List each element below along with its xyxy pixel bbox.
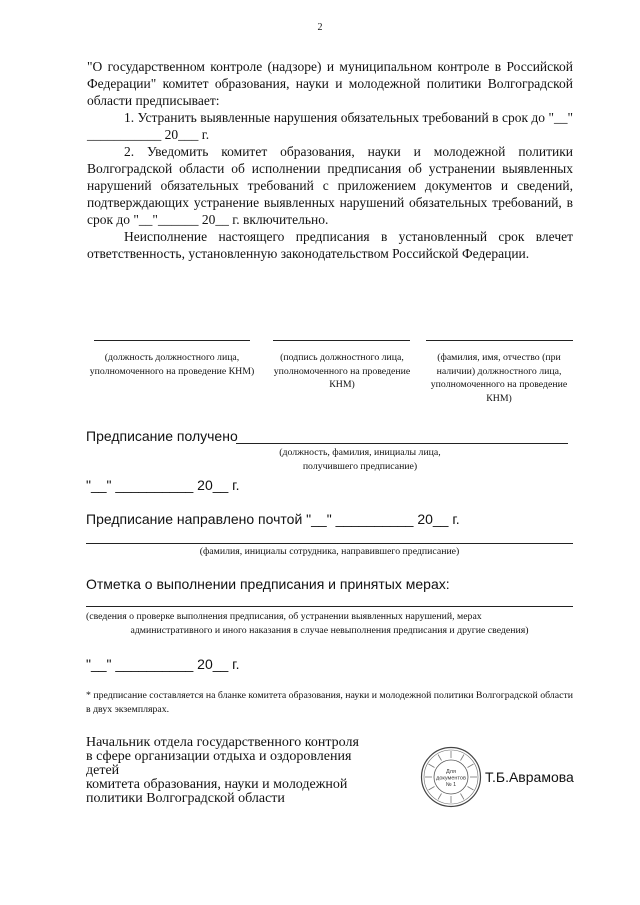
mailed-line <box>86 543 573 544</box>
item-2-paragraph: 2. Уведомить комитет образования, науки и молодежной политики Волгоградской области об исполнении предписания об устранении выявленных нарушений обязательных требований с приложением документов и сведений, подтверждающих устранение выявленных нарушений обязательных требований, в срок до "__"______ 20__ г. включительно. <box>87 144 573 227</box>
mailed-label: Предписание направлено почтой "__" __________ 20__ г. <box>86 511 460 527</box>
received-line <box>236 443 568 444</box>
official-name-caption: (фамилия, имя, отчество (при наличии) должностного лица, уполномоченного на проведение КНМ) <box>430 352 568 404</box>
page-number: 2 <box>317 22 323 33</box>
official-position-line <box>94 340 250 341</box>
received-caption-line-1: (должность, фамилия, инициалы лица, <box>279 447 441 458</box>
execution-caption-line-2: административного и иного наказания в случае невыполнения предписания и другие сведения) <box>130 625 529 636</box>
received-label: Предписание получено <box>86 428 238 444</box>
prescription-body <box>87 58 573 262</box>
official-signature-line <box>273 340 410 341</box>
signatory-position-line-4: политики Волгоградской области <box>86 791 285 806</box>
item-1-paragraph: 1. Устранить выявленные нарушения обязательных требований в срок до "__" ___________ 20___ г. <box>87 110 573 142</box>
official-name-line <box>426 340 573 341</box>
official-position-caption: (должность должностного лица, уполномоченного на проведение КНМ) <box>89 352 255 377</box>
liability-paragraph: Неисполнение настоящего предписания в установленный срок влечет ответственность, установленную законодательством Российской Федерации. <box>87 229 573 261</box>
intro-paragraph: "О государственном контроле (надзоре) и муниципальном контроле в Российской Федерации" комитет образования, науки и молодежной политики Волгоградской области предписывает: <box>87 59 573 108</box>
official-signature-caption: (подпись должностного лица, уполномоченного на проведение КНМ) <box>273 352 411 390</box>
seal-text-line-2: документов <box>436 775 466 782</box>
signatory-position <box>86 736 386 806</box>
received-caption-line-2: получившего предписание) <box>302 461 418 472</box>
signatory-position-line-3: комитета образования, науки и молодежной <box>86 777 348 792</box>
round-seal-stamp <box>420 746 482 808</box>
seal-text-line-3: № 1 <box>445 782 457 788</box>
received-date: "__" __________ 20__ г. <box>86 477 240 493</box>
execution-caption-line-1: (сведения о проверке выполнения предписания, об устранении выявленных нарушений, мерах <box>86 611 482 622</box>
execution-line <box>86 606 573 607</box>
footnote: * предписание составляется на бланке комитета образования, науки и молодежной политики Волгоградской области в двух экземплярах. <box>86 690 573 715</box>
execution-date: "__" __________ 20__ г. <box>86 656 240 672</box>
signatory-position-line-1: Начальник отдела государственного контроля <box>86 735 359 750</box>
signatory-name: Т.Б.Аврамова <box>485 769 574 785</box>
seal-graphic <box>420 746 482 808</box>
signatory-position-line-2: в сфере организации отдыха и оздоровления детей <box>86 749 352 778</box>
execution-label: Отметка о выполнении предписания и принятых мерах: <box>86 576 450 592</box>
mailed-caption: (фамилия, инициалы сотрудника, направившего предписание) <box>199 546 460 557</box>
seal-text-line-1: Для <box>446 769 456 775</box>
